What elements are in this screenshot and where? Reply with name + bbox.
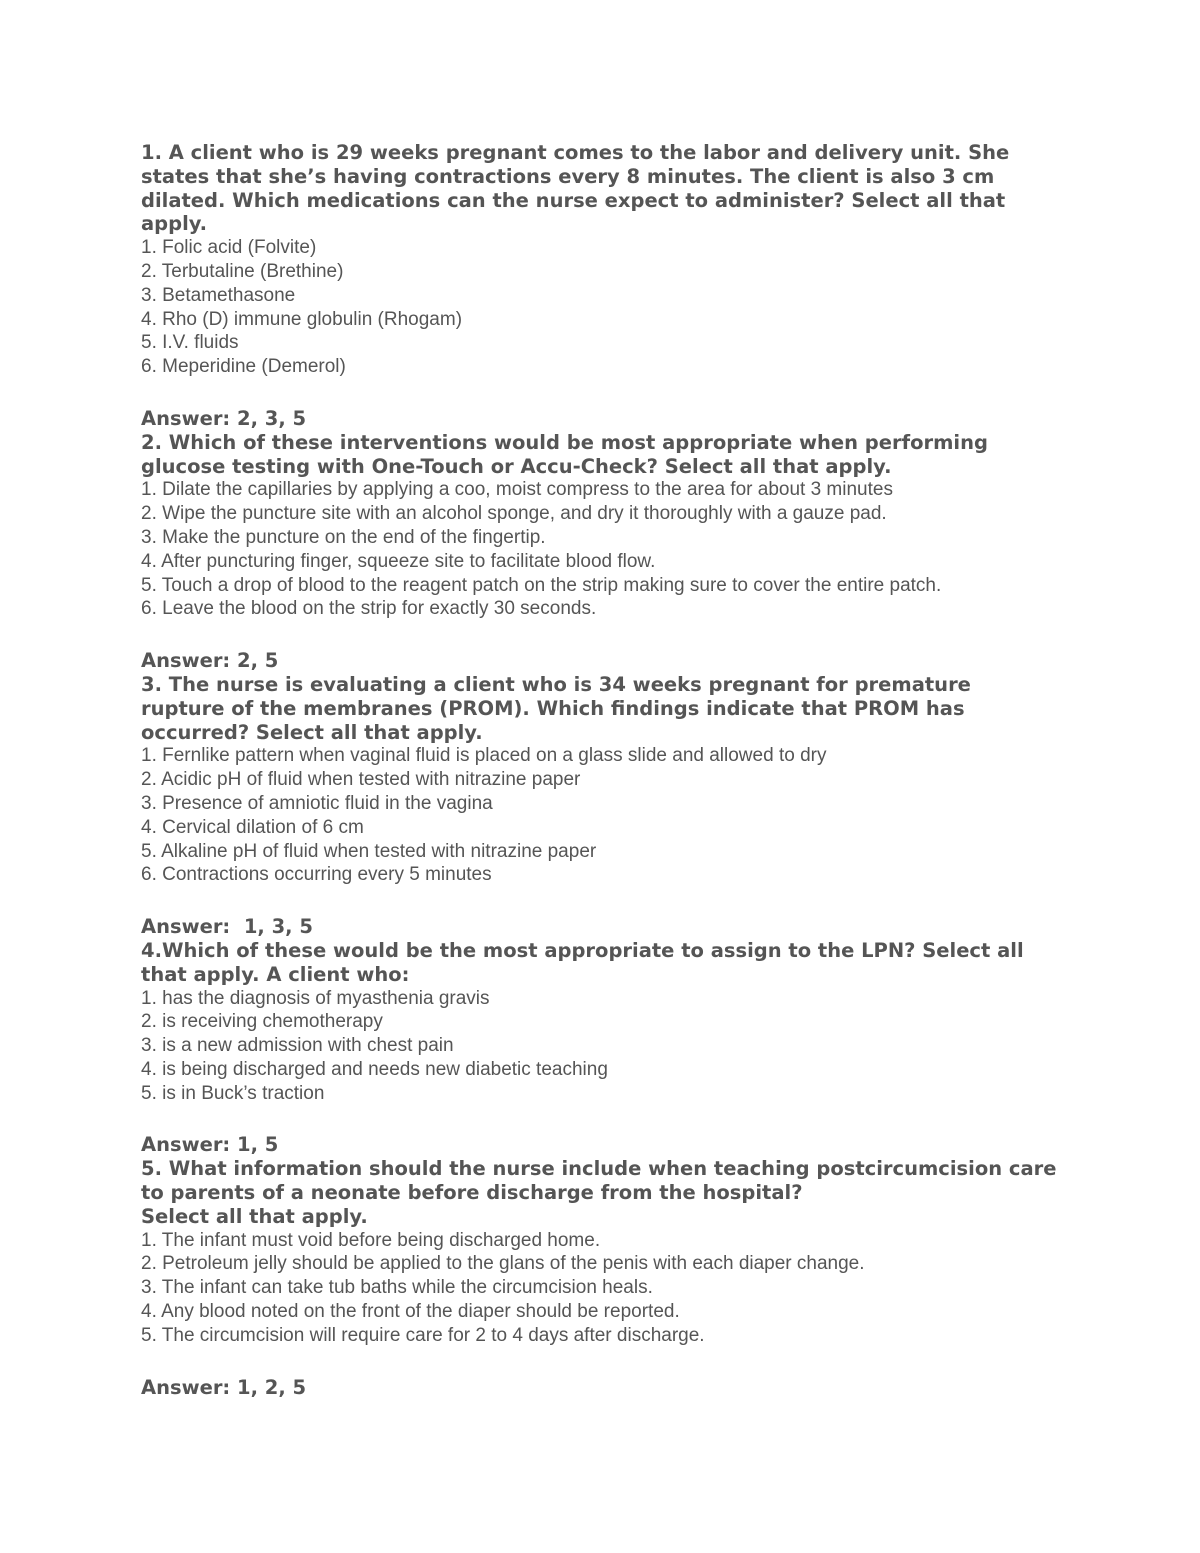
spacer (141, 1348, 1061, 1376)
answer-option: 4. Cervical dilation of 6 cm (141, 816, 364, 838)
question-2 (141, 431, 1061, 673)
question-1 (141, 141, 1061, 431)
question-5 (141, 1157, 1061, 1399)
question-stem: 1. A client who is 29 weeks pregnant comes to the labor and delivery unit. She states that she’s having contractions every 8 minutes. The client is also 3 cm dilated. Which medications can the nurse expect to administer? Select all that apply. (141, 141, 1010, 236)
answer-option: 2. Petroleum jelly should be applied to the glans of the penis with each diaper change. (141, 1253, 865, 1275)
answer-option: 4. Rho (D) immune globulin (Rhogam) (141, 308, 463, 330)
answer-option: 5. is in Buck’s traction (141, 1082, 325, 1104)
question-stem: 5. What information should the nurse include when teaching postcircumcision care to parents of a neonate before discharge from the hospital? (141, 1157, 1057, 1205)
document-page (141, 141, 1061, 1399)
answer-option: 3. Betamethasone (141, 284, 296, 306)
answer-option: 2. Acidic pH of fluid when tested with nitrazine paper (141, 769, 581, 791)
answer-option: 4. Any blood noted on the front of the diaper should be reported. (141, 1301, 680, 1323)
question-stem: 3. The nurse is evaluating a client who is 34 weeks pregnant for premature rupture of the membranes (PROM). Which findings indicate that PROM has occurred? Select all that apply. (141, 672, 971, 744)
question-4 (141, 939, 1061, 1157)
answer-key: Answer: 1, 5 (141, 1133, 279, 1157)
answer-option: 5. Touch a drop of blood to the reagent patch on the strip making sure to cover the entire patch. (141, 574, 942, 596)
answer-option: 3. Make the puncture on the end of the fingertip. (141, 526, 546, 548)
answer-option: 5. The circumcision will require care for 2 to 4 days after discharge. (141, 1324, 705, 1346)
question-stem: 2. Which of these interventions would be most appropriate when performing glucose testing with One-Touch or Accu-Check? Select all that apply. (141, 430, 988, 478)
answer-option: 5. I.V. fluids (141, 332, 239, 354)
spacer (141, 621, 1061, 649)
answer-key: Answer: 1, 3, 5 (141, 915, 313, 939)
answer-option: 2. Wipe the puncture site with an alcohol sponge, and dry it thoroughly with a gauze pad. (141, 503, 887, 525)
answer-key: Answer: 2, 5 (141, 649, 279, 673)
answer-option: 6. Meperidine (Demerol) (141, 356, 346, 378)
answer-option: 1. has the diagnosis of myasthenia gravis (141, 987, 490, 1009)
answer-option: 3. The infant can take tub baths while the circumcision heals. (141, 1277, 653, 1299)
answer-option: 1. Dilate the capillaries by applying a coo, moist compress to the area for about 3 minutes (141, 479, 893, 501)
answer-option: 2. is receiving chemotherapy (141, 1011, 383, 1033)
answer-option: 3. is a new admission with chest pain (141, 1035, 454, 1057)
spacer (141, 379, 1061, 407)
question-stem: 4.Which of these would be the most appropriate to assign to the LPN? Select all that apply. A client who: (141, 938, 1024, 986)
answer-option: 3. Presence of amniotic fluid in the vagina (141, 792, 493, 814)
spacer (141, 887, 1061, 915)
answer-option: 6. Leave the blood on the strip for exactly 30 seconds. (141, 598, 597, 620)
answer-option: 2. Terbutaline (Brethine) (141, 260, 344, 282)
answer-option: 4. After puncturing finger, squeeze site to facilitate blood flow. (141, 550, 656, 572)
answer-option: 4. is being discharged and needs new diabetic teaching (141, 1058, 608, 1080)
answer-option: 1. The infant must void before being discharged home. (141, 1229, 601, 1251)
answer-option: 5. Alkaline pH of fluid when tested with nitrazine paper (141, 840, 597, 862)
answer-key: Answer: 1, 2, 5 (141, 1375, 307, 1399)
question-stem-instruction: Select all that apply. (141, 1204, 368, 1228)
answer-option: 1. Fernlike pattern when vaginal fluid is placed on a glass slide and allowed to dry (141, 745, 827, 767)
answer-option: 1. Folic acid (Folvite) (141, 237, 317, 259)
answer-option: 6. Contractions occurring every 5 minutes (141, 864, 492, 886)
question-3 (141, 673, 1061, 939)
answer-key: Answer: 2, 3, 5 (141, 406, 307, 430)
spacer (141, 1105, 1061, 1133)
